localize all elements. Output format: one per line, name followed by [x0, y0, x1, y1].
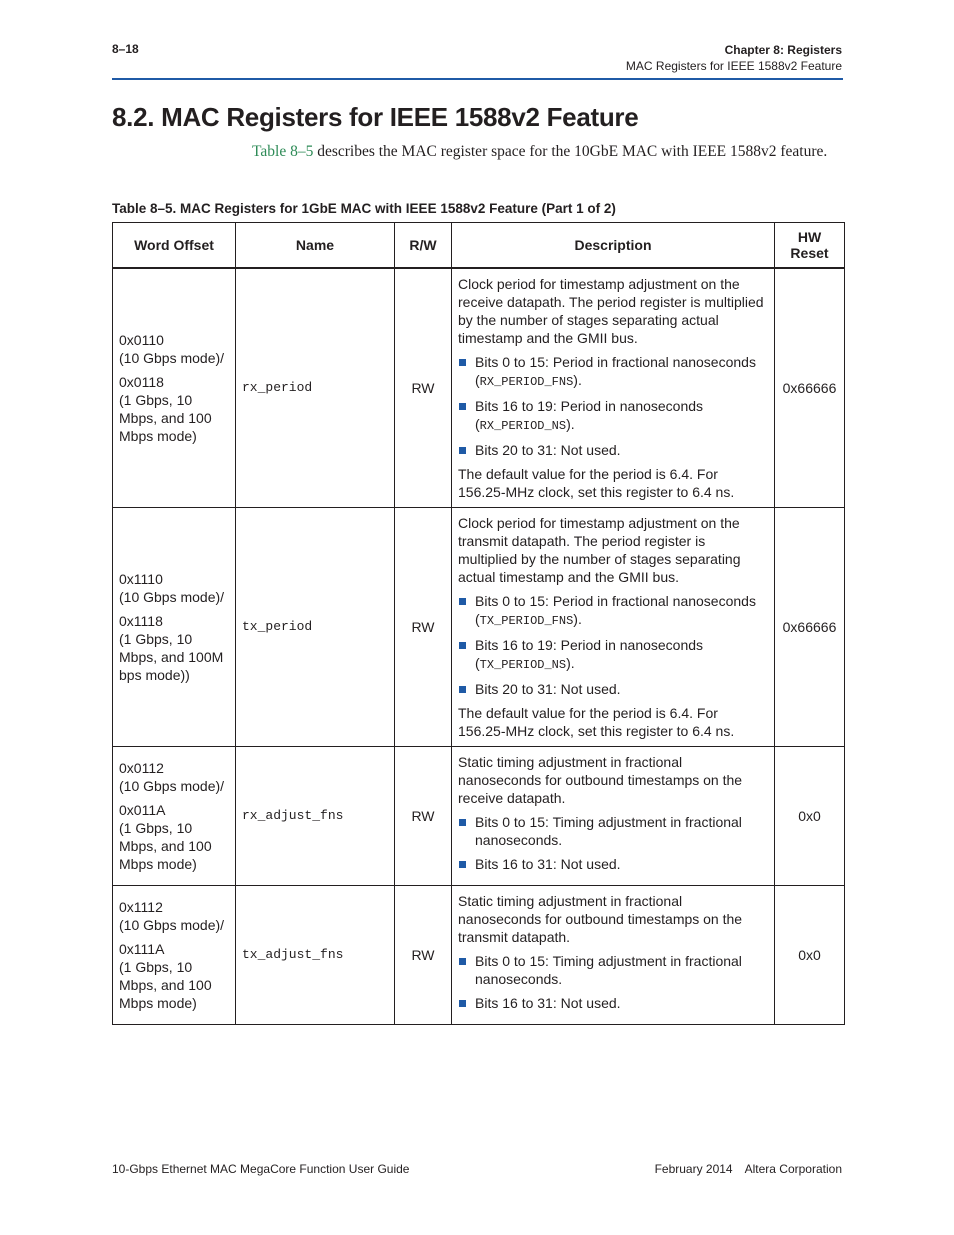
col-header-word-offset: Word Offset: [113, 223, 236, 269]
table-row: [113, 886, 845, 1025]
word-offset-cell: [113, 508, 236, 747]
bit-field-item: [458, 636, 768, 674]
access-type: RW: [395, 268, 452, 508]
section-title: 8.2. MAC Registers for IEEE 1588v2 Feature: [112, 102, 639, 132]
bit-field-item: Bits 20 to 31: Not used.: [458, 680, 768, 698]
word-offset-cell: [113, 747, 236, 886]
bit-field-text: Bits 0 to 15: Period in fractional nanoseconds: [475, 354, 756, 370]
paren-open: (: [475, 372, 480, 388]
offset-1g-mode: (1 Gbps, 10 Mbps, and 100 Mbps mode): [119, 820, 212, 872]
word-offset-cell: [113, 886, 236, 1025]
desc-outro: The default value for the period is 6.4. For 156.25-MHz clock, set this register to 6.4 ns.: [458, 466, 735, 500]
running-header: [626, 42, 842, 74]
register-name: tx_adjust_fns: [236, 886, 395, 1025]
footer-company: Altera Corporation: [744, 1162, 842, 1176]
bit-field-item: Bits 0 to 15: Timing adjustment in fractional nanoseconds.: [458, 952, 768, 988]
offset-1g: 0x0118: [119, 374, 164, 390]
bit-field-list: [458, 952, 768, 1012]
intro-paragraph: [252, 142, 832, 162]
desc-intro: Clock period for timestamp adjustment on the receive datapath. The period register is multiplied by the number of stages separating actual timestamp and the GMII bus.: [458, 276, 764, 346]
page-number: 8–18: [112, 42, 139, 56]
hw-reset-value: 0x66666: [775, 508, 845, 747]
table-caption: Table 8–5. MAC Registers for 1GbE MAC with IEEE 1588v2 Feature (Part 1 of 2): [112, 201, 616, 216]
offset-10g: 0x0112: [119, 760, 164, 776]
access-type: RW: [395, 886, 452, 1025]
section-running-title: MAC Registers for IEEE 1588v2 Feature: [625, 59, 842, 73]
bit-field-item: Bits 16 to 31: Not used.: [458, 994, 768, 1012]
description-cell: [452, 886, 775, 1025]
field-code: RX_PERIOD_NS: [479, 419, 567, 433]
desc-outro: The default value for the period is 6.4. For 156.25-MHz clock, set this register to 6.4 ns.: [458, 705, 735, 739]
hw-label: HW: [797, 229, 822, 245]
field-code: TX_PERIOD_FNS: [479, 614, 574, 628]
register-name: rx_adjust_fns: [236, 747, 395, 886]
table-header-row: [113, 223, 845, 269]
offset-1g-mode: (1 Gbps, 10 Mbps, and 100 Mbps mode): [119, 959, 212, 1011]
col-header-hw-reset: [775, 223, 845, 269]
description-cell: [452, 747, 775, 886]
field-code: TX_PERIOD_NS: [479, 658, 567, 672]
word-offset-cell: [113, 268, 236, 508]
paren-open: (: [475, 655, 480, 671]
offset-1g-mode: (1 Gbps, 10 Mbps, and 100 Mbps mode): [119, 392, 212, 444]
col-header-description: Description: [452, 223, 775, 269]
bit-field-item: [458, 353, 768, 391]
paren-open: (: [475, 611, 480, 627]
offset-1g: 0x111A: [119, 941, 165, 957]
paren-close: ).: [573, 372, 582, 388]
register-table: [112, 222, 845, 1025]
offset-1g: 0x011A: [119, 802, 166, 818]
register-name: rx_period: [236, 268, 395, 508]
table-row: [113, 508, 845, 747]
field-code: RX_PERIOD_FNS: [479, 375, 574, 389]
offset-1g: 0x1118: [119, 613, 163, 629]
desc-intro: Clock period for timestamp adjustment on the transmit datapath. The period register is multiplied by the number of stages separating actual timestamp and the GMII bus.: [458, 515, 741, 585]
offset-10g: 0x1112: [119, 899, 163, 915]
col-header-rw: R/W: [395, 223, 452, 269]
paren-open: (: [475, 416, 480, 432]
footer-date: February 2014: [654, 1162, 733, 1176]
footer-doc-title: 10-Gbps Ethernet MAC MegaCore Function User Guide: [112, 1162, 410, 1176]
bit-field-text: Bits 16 to 19: Period in nanoseconds: [475, 637, 704, 653]
table-xref-link[interactable]: Table 8–5: [252, 143, 314, 160]
table-row: [113, 747, 845, 886]
header-rule: [112, 78, 843, 80]
offset-10g: 0x1110: [119, 571, 163, 587]
chapter-title: Chapter 8: Registers: [724, 43, 842, 57]
bit-field-item: Bits 20 to 31: Not used.: [458, 441, 768, 459]
intro-text: describes the MAC register space for the 10GbE MAC with IEEE 1588v2 feature.: [313, 143, 828, 160]
offset-10g-mode: (10 Gbps mode)/: [119, 350, 225, 366]
bit-field-text: Bits 16 to 19: Period in nanoseconds: [475, 398, 704, 414]
bit-field-text: Bits 0 to 15: Period in fractional nanoseconds: [475, 593, 756, 609]
col-header-name: Name: [236, 223, 395, 269]
offset-10g: 0x0110: [119, 332, 164, 348]
offset-10g-mode: (10 Gbps mode)/: [119, 778, 225, 794]
description-cell: [452, 508, 775, 747]
register-name: tx_period: [236, 508, 395, 747]
access-type: RW: [395, 747, 452, 886]
offset-10g-mode: (10 Gbps mode)/: [119, 589, 225, 605]
hw-reset-value: 0x0: [775, 886, 845, 1025]
access-type: RW: [395, 508, 452, 747]
bit-field-item: [458, 397, 768, 435]
paren-close: ).: [566, 655, 575, 671]
offset-1g-mode: (1 Gbps, 10 Mbps, and 100M bps mode)): [119, 631, 224, 683]
bit-field-item: Bits 16 to 31: Not used.: [458, 855, 768, 873]
bit-field-list: [458, 353, 768, 459]
paren-close: ).: [573, 611, 582, 627]
offset-10g-mode: (10 Gbps mode)/: [119, 917, 225, 933]
desc-intro: Static timing adjustment in fractional nanoseconds for outbound timestamps on the receive datapath.: [458, 754, 743, 806]
description-cell: [452, 268, 775, 508]
bit-field-list: [458, 813, 768, 873]
table-row: [113, 268, 845, 508]
reset-label: Reset: [790, 245, 829, 261]
hw-reset-value: 0x0: [775, 747, 845, 886]
hw-reset-value: 0x66666: [775, 268, 845, 508]
bit-field-item: Bits 0 to 15: Timing adjustment in fractional nanoseconds.: [458, 813, 768, 849]
bit-field-list: [458, 592, 768, 698]
footer-info: [655, 1162, 842, 1176]
desc-intro: Static timing adjustment in fractional nanoseconds for outbound timestamps on the transmit datapath.: [458, 893, 743, 945]
bit-field-item: [458, 592, 768, 630]
paren-close: ).: [566, 416, 575, 432]
